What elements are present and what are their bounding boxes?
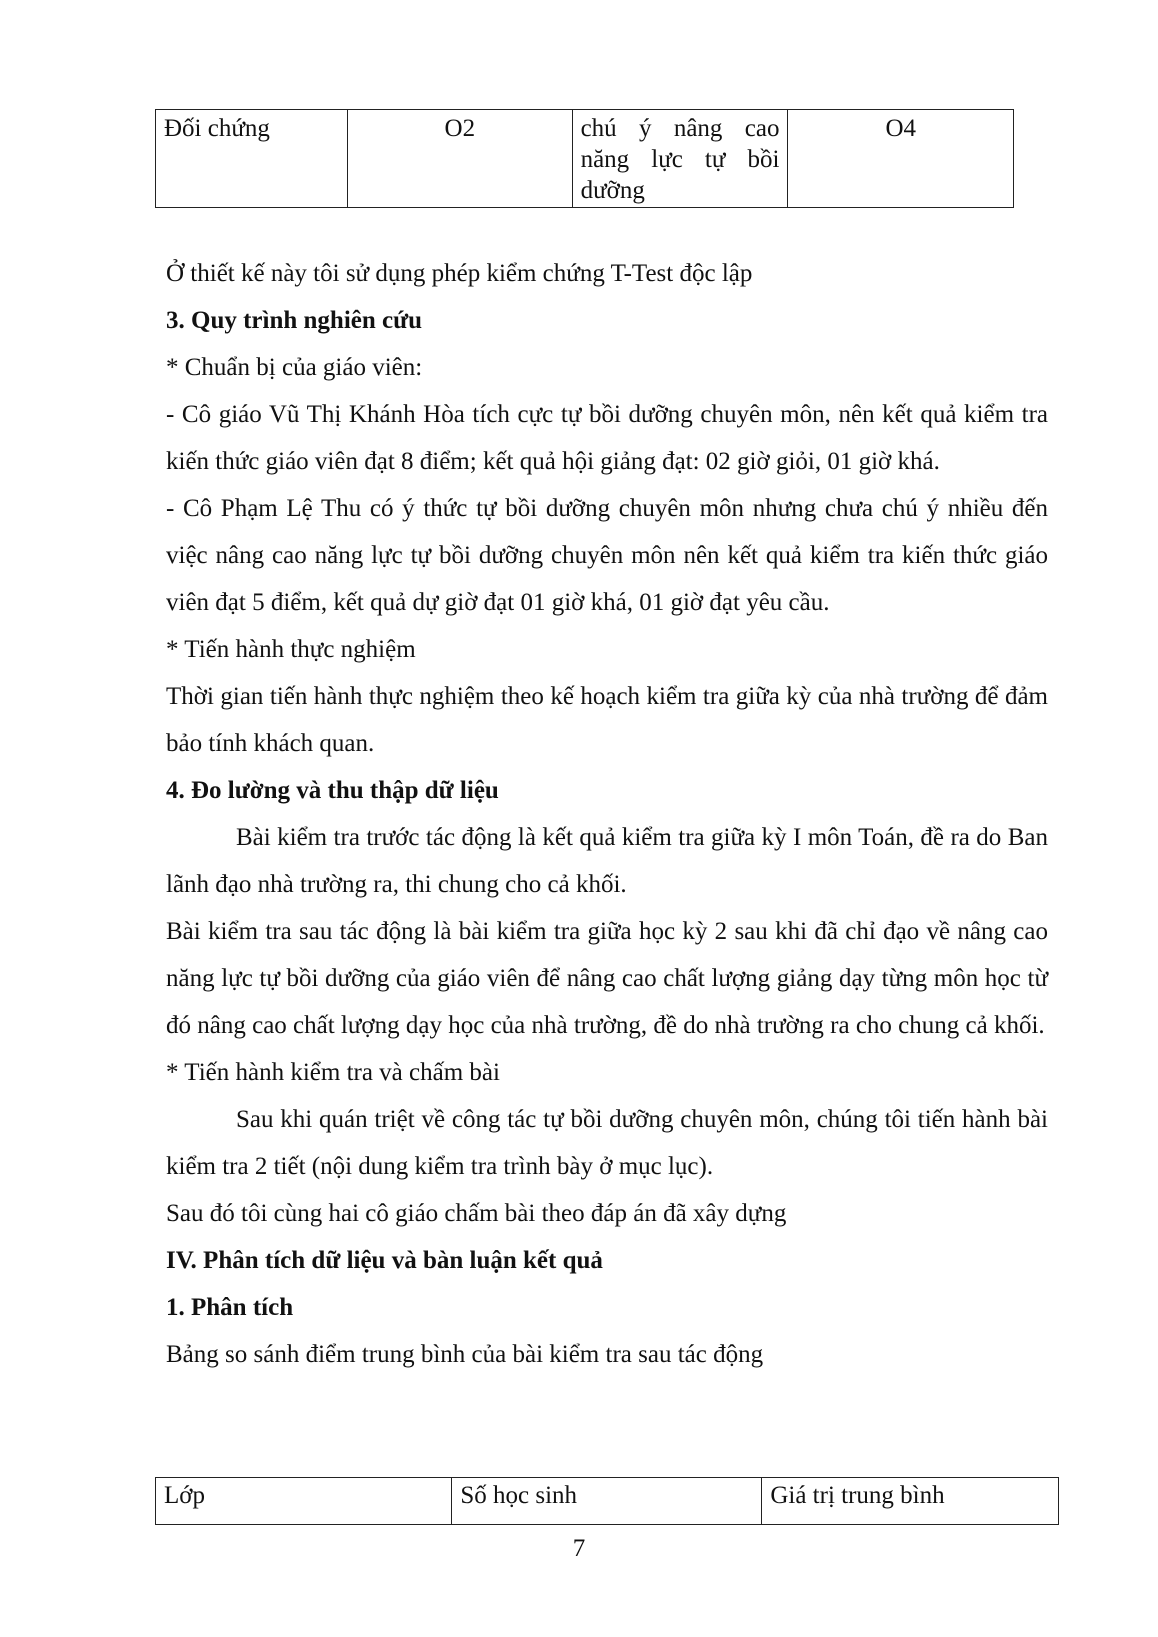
table-row — [156, 110, 1014, 208]
paragraph: Thời gian tiến hành thực nghiệm theo kế hoạch kiểm tra giữa kỳ của nhà trường để đảm bảo tính khách quan. — [166, 683, 1048, 757]
section-heading: IV. Phân tích dữ liệu và bàn luận kết quả — [166, 1247, 603, 1274]
paragraph: - Cô giáo Vũ Thị Khánh Hòa tích cực tự bồi dưỡng chuyên môn, nên kết quả kiểm tra kiến thức giáo viên đạt 8 điểm; kết quả hội giảng đạt: 02 giờ giỏi, 01 giờ khá. — [166, 401, 1048, 475]
paragraph: * Chuẩn bị của giáo viên: — [166, 354, 423, 381]
document-body — [166, 250, 1048, 1378]
section-heading: 3. Quy trình nghiên cứu — [166, 307, 423, 334]
paragraph: * Tiến hành thực nghiệm — [166, 636, 416, 663]
section-heading: 4. Đo lường và thu thập dữ liệu — [166, 777, 499, 804]
paragraph: Bảng so sánh điểm trung bình của bài kiểm tra sau tác động — [166, 1341, 764, 1368]
table-cell-group: Đối chứng — [156, 110, 348, 208]
treatment-line: năng lực tự bồi — [580, 146, 780, 173]
paragraph: Sau khi quán triệt về công tác tự bồi dưỡng chuyên môn, chúng tôi tiến hành bài kiểm tra 2 tiết (nội dung kiểm tra trình bày ở mục lục). — [166, 1106, 1048, 1180]
column-header-class: Lớp — [156, 1478, 452, 1525]
paragraph: Bài kiểm tra trước tác động là kết quả kiểm tra giữa kỳ I môn Toán, đề ra do Ban lãnh đạo nhà trường ra, thi chung cho cả khối. — [166, 824, 1048, 898]
comparison-table — [155, 1477, 1059, 1525]
paragraph: Bài kiểm tra sau tác động là bài kiểm tra giữa học kỳ 2 sau khi đã chỉ đạo về nâng cao năng lực tự bồi dưỡng của giáo viên để nâng cao chất lượng giảng dạy từng môn học từ đó nâng cao chất lượng dạy học của nhà trường, đề do nhà trường ra cho chung cả khối. — [166, 918, 1048, 1039]
table-header-row — [156, 1478, 1059, 1525]
table-cell-pretest: O2 — [348, 110, 573, 208]
paragraph: * Tiến hành kiểm tra và chấm bài — [166, 1059, 500, 1086]
table-cell-posttest: O4 — [788, 110, 1014, 208]
column-header-mean: Giá trị trung bình — [762, 1478, 1059, 1525]
section-heading: 1. Phân tích — [166, 1294, 294, 1321]
page-number: 7 — [572, 1535, 586, 1562]
treatment-line: chú ý nâng cao — [580, 115, 780, 142]
paragraph: - Cô Phạm Lệ Thu có ý thức tự bồi dưỡng chuyên môn nhưng chưa chú ý nhiều đến việc nâng cao năng lực tự bồi dưỡng chuyên môn nên kết quả kiểm tra kiến thức giáo viên đạt 5 điểm, kết quả dự giờ đạt 01 giờ khá, 01 giờ đạt yêu cầu. — [166, 495, 1048, 616]
table-cell-treatment — [572, 110, 788, 208]
design-table — [155, 109, 1014, 208]
column-header-students: Số học sinh — [452, 1478, 762, 1525]
paragraph: Sau đó tôi cùng hai cô giáo chấm bài theo đáp án đã xây dựng — [166, 1200, 787, 1227]
paragraph: Ở thiết kế này tôi sử dụng phép kiểm chứng T-Test độc lập — [166, 260, 753, 287]
treatment-line: dưỡng — [580, 177, 645, 204]
